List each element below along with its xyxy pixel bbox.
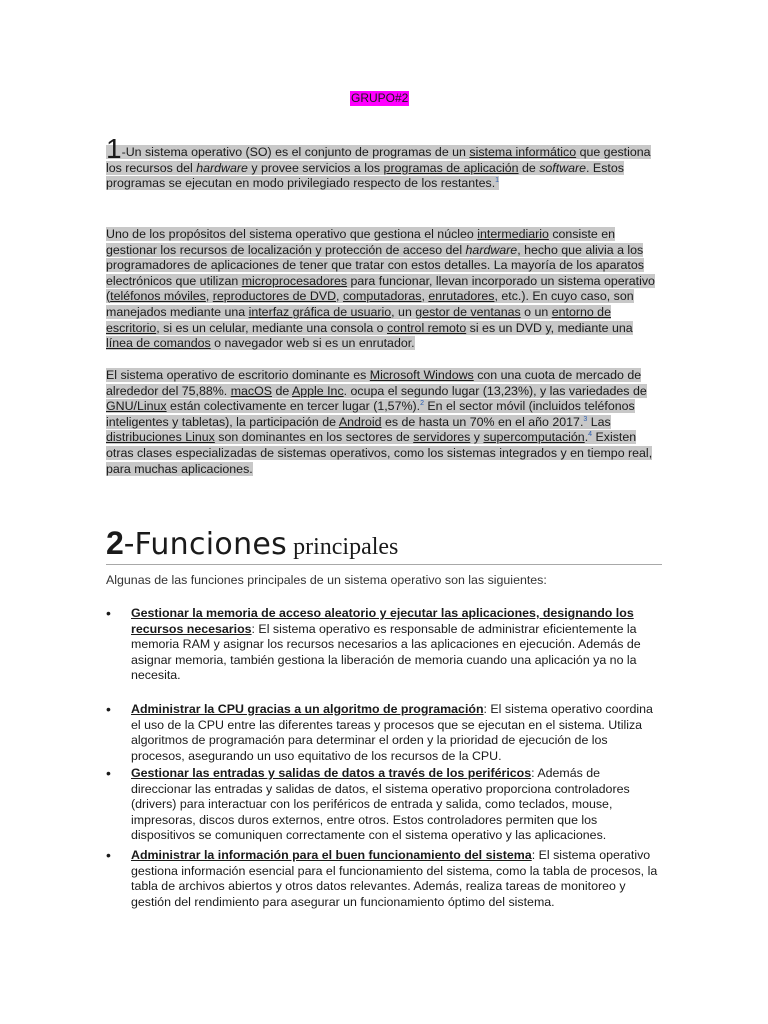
link-microprocesadores[interactable]: microprocesadores <box>241 273 348 288</box>
group-label: GRUPO#2 <box>351 91 409 105</box>
p3-text-b: con una cuota de mercado de alrededor del 75,88%. <box>106 368 642 398</box>
p1-text-b: que gestiona los recursos del <box>106 145 651 175</box>
reference-2[interactable]: 2 <box>420 400 424 408</box>
p1-em-software: software <box>539 160 587 175</box>
p2-text-d: para funcionar, llevan incorporado un sistema operativo ( <box>106 273 655 304</box>
link-apple-inc[interactable]: Apple Inc <box>291 383 344 398</box>
bullet-icon: • <box>106 701 111 717</box>
bullet-icon: • <box>106 847 111 863</box>
p1-text-a: -Un sistema operativo (SO) es el conjunto de programas de un <box>121 145 470 159</box>
reference-3[interactable]: 3 <box>583 415 588 423</box>
bullet-text-cpu: : El sistema operativo coordina el uso de la CPU entre las diferentes tareas y procesos que se ejecutan en el sistema. Utiliza algoritmos de programación para determinar el orden y la prioridad de ejecución de los procesos, asegurando un uso equitativo de los recursos de la CPU. <box>131 702 653 763</box>
link-servidores[interactable]: servidores <box>413 430 471 445</box>
list-item <box>106 848 662 910</box>
p3-text-k: . <box>584 430 589 445</box>
p3-text-f: En el sector móvil (incluidos teléfonos inteligentes y tabletas), la participación de <box>106 399 635 429</box>
link-microsoft-windows[interactable]: Microsoft Windows <box>369 368 474 382</box>
p3-text-a: El sistema operativo de escritorio dominante es <box>106 368 370 382</box>
list-item <box>106 766 662 844</box>
p2-text-c: , hecho que alivia a los programadores de aplicaciones de tener que tratar con estos detalles. La mayoría de los aparatos electrónicos que utilizan <box>106 242 644 288</box>
section1-paragraph3 <box>106 368 662 477</box>
p2-text-l: si es un DVD y, mediante una <box>466 320 633 335</box>
link-sistema-informatico[interactable]: sistema informático <box>469 145 577 159</box>
reference-1[interactable]: 1 <box>495 177 500 185</box>
section2-heading <box>106 525 662 565</box>
p3-text-d: . ocupa el segundo lugar (13,23%), y las variedades de <box>343 383 647 398</box>
link-interfaz-grafica[interactable]: interfaz gráfica de usuario <box>248 304 392 319</box>
link-linea-comandos[interactable]: línea de comandos <box>106 336 211 351</box>
p2-text-k: , si es un celular, mediante una consola o <box>156 320 388 335</box>
bullet-title-memoria[interactable]: Gestionar la memoria de acceso aleatorio y ejecutar las aplicaciones, designando los recursos necesarios <box>131 606 634 636</box>
link-gestor-ventanas[interactable]: gestor de ventanas <box>415 304 521 319</box>
link-computadoras[interactable]: computadoras <box>342 289 422 304</box>
section2-title-a: Funciones <box>134 527 288 562</box>
link-macos[interactable]: macOS <box>230 383 272 398</box>
link-control-remoto[interactable]: control remoto <box>387 320 467 335</box>
section1-number: 1 <box>106 133 122 164</box>
p3-text-l: Existen otras clases especializadas de sistemas operativos, como los sistemas integrados y en tiempo real, para muchas aplicaciones. <box>106 430 653 476</box>
p2-text-a: Uno de los propósitos del sistema operativo que gestiona el núcleo <box>106 227 478 241</box>
section2-dash: - <box>123 525 135 561</box>
bullet-text-memoria: : El sistema operativo es responsable de administrar eficientemente la memoria RAM y asignar los recursos necesarios a las aplicaciones en ejecución. Además de asignar memoria, también gestiona la liberación de memoria cuando una aplicación ya no la necesita. <box>131 621 641 683</box>
link-programas-aplicacion[interactable]: programas de aplicación <box>383 160 519 175</box>
p2-text-e: , <box>205 289 213 304</box>
p1-em-hardware: hardware <box>196 160 248 175</box>
list-item <box>106 606 662 684</box>
reference-4[interactable]: 4 <box>588 431 593 439</box>
section2-number: 2 <box>106 525 124 561</box>
link-distribuciones-linux[interactable]: distribuciones Linux <box>106 430 215 445</box>
bullet-text-perifericos: : Además de direccionar las entradas y salidas de datos, el sistema operativo proporciona controladores (drivers) para interactuar con los periféricos de entrada y salida, como teclados, mouse, impresoras, discos duros externos, entre otros. Estos controladores permiten que los dispositivos se comuniquen correctamente con el sistema operativo y las aplicaciones. <box>131 766 630 843</box>
p2-em-hardware: hardware <box>465 242 518 257</box>
p1-text-d: de <box>518 160 540 175</box>
section1-paragraph2 <box>106 227 662 352</box>
p3-text-c: de <box>272 383 292 398</box>
p2-text-i: , un <box>391 304 416 319</box>
p3-text-g: es de hasta un 70% en el año 2017. <box>381 414 584 429</box>
link-intermediario[interactable]: intermediario <box>477 227 549 241</box>
p3-text-i: son dominantes en los sectores de <box>214 430 414 445</box>
p3-text-e: están colectivamente en tercer lugar (1,57%). <box>166 399 421 414</box>
list-item <box>106 702 662 764</box>
link-enrutadores[interactable]: enrutadores <box>428 289 495 304</box>
p2-text-h: , etc.). En cuyo caso, son manejados mediante una <box>106 289 634 319</box>
p2-text-m: o navegador web si es un enrutador. <box>210 336 415 351</box>
bullet-title-informacion[interactable]: Administrar la información para el buen funcionamiento del sistema <box>131 848 532 862</box>
p3-text-j: y <box>470 430 484 445</box>
link-entorno-escritorio[interactable]: entorno de escritorio <box>106 304 611 335</box>
bullet-icon: • <box>106 765 111 781</box>
bullet-text-informacion: : El sistema operativo gestiona información esencial para el funcionamiento del sistema, como la tabla de procesos, la tabla de archivos abiertos y otros datos relevantes. Además, realiza tareas de monitoreo y gestión del rendimiento para asegurar un funcionamiento óptimo del sistema. <box>131 848 658 909</box>
p1-text-c: y provee servicios a los <box>247 160 384 175</box>
link-android[interactable]: Android <box>338 414 382 429</box>
p1-text-e: . Estos programas se ejecutan en modo privilegiado respecto de los restantes. <box>106 160 624 191</box>
link-gnu-linux[interactable]: GNU/Linux <box>106 399 167 414</box>
section1-paragraph1 <box>106 133 662 192</box>
p3-text-h: Las <box>587 414 611 429</box>
bullet-title-cpu[interactable]: Administrar la CPU gracias a un algoritmo de programación <box>131 702 484 716</box>
link-reproductores-dvd[interactable]: reproductores de DVD <box>212 289 337 304</box>
section2-title-b: principales <box>287 534 399 560</box>
p2-text-g: , <box>421 289 429 304</box>
bullet-title-perifericos[interactable]: Gestionar las entradas y salidas de datos a través de los periféricos <box>131 766 532 780</box>
bullet-icon: • <box>106 605 111 621</box>
link-telefonos-moviles[interactable]: teléfonos móviles <box>110 289 206 304</box>
p2-text-j: o un <box>520 304 552 319</box>
link-supercomputacion[interactable]: supercomputación <box>483 430 585 445</box>
section2-intro: Algunas de las funciones principales de un sistema operativo son las siguientes: <box>106 573 547 587</box>
p2-text-f: , <box>336 289 343 304</box>
p2-text-b: consiste en gestionar los recursos de localización y protección de acceso del <box>106 227 616 257</box>
